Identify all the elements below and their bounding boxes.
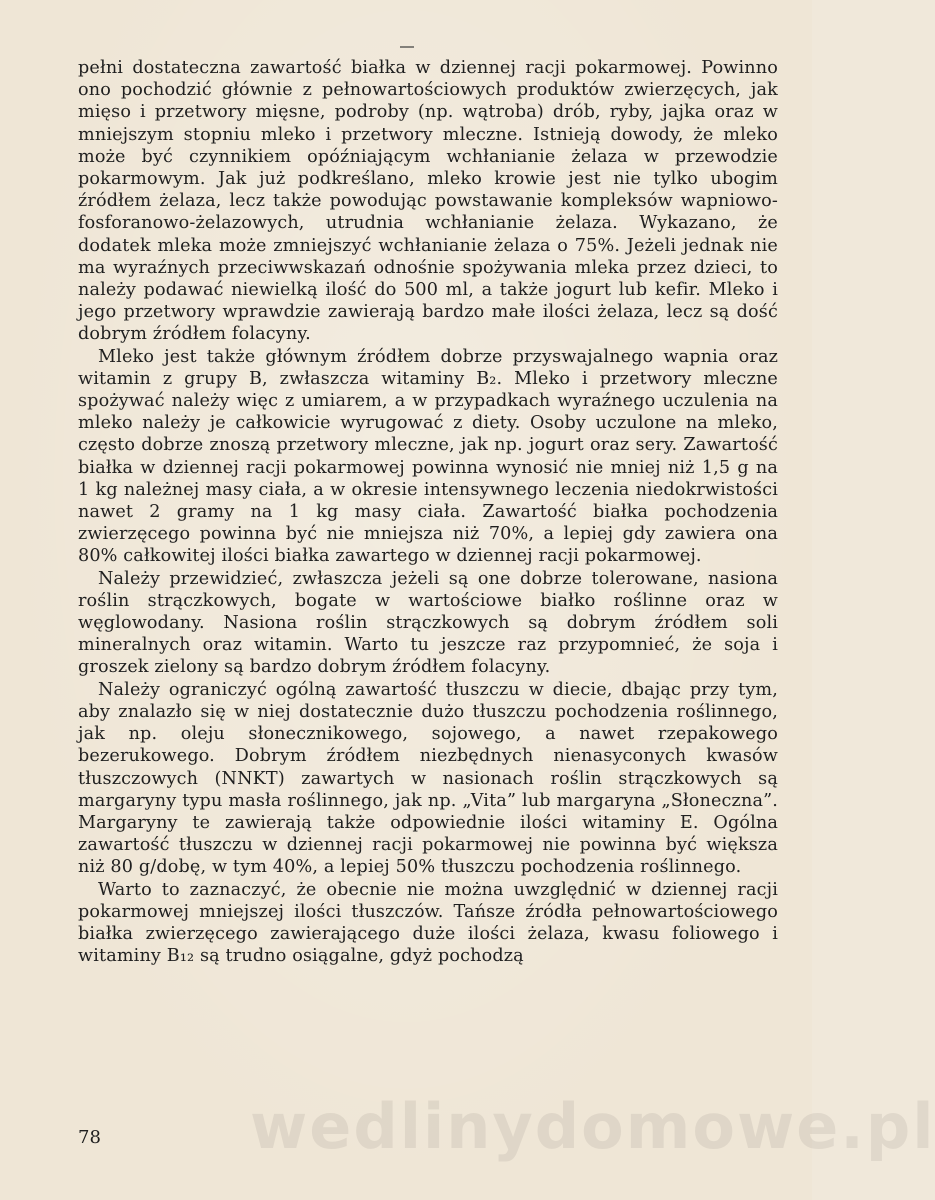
paragraph-3: Należy przewidzieć, zwłaszcza jeżeli są one dobrze tolerowane, nasiona roślin strączkowych, bogate w wartościowe białko roślinne oraz w węglowodany. Nasiona roślin strączkowych są dobrym źródłem soli mineralnych oraz witamin. Warto tu jeszcze raz przypomnieć, że soja i groszek zielony są bardzo dobrym źródłem folacyny. [78, 568, 778, 678]
paragraph-2: Mleko jest także głównym źródłem dobrze przyswajalnego wapnia oraz witamin z grupy B, zwłaszcza witaminy B₂. Mleko i przetwory mleczne spożywać należy więc z umiarem, a w przypadkach wyraźnego uczulenia na mleko należy je całkowicie wyrugować z diety. Osoby uczulone na mleko, często dobrze znoszą przetwory mleczne, jak np. jogurt oraz sery. Zawartość białka w dziennej racji pokarmowej powinna wynosić nie mniej niż 1,5 g na 1 kg należnej masy ciała, a w okresie intensywnego leczenia niedokrwistości nawet 2 gramy na 1 kg masy ciała. Zawartość białka pochodzenia zwierzęcego powinna być nie mniejsza niż 70%, a lepiej gdy zawiera ona 80% całkowitej ilości białka zawartego w dziennej racji pokarmowej. [78, 346, 778, 567]
paragraph-4: Należy ograniczyć ogólną zawartość tłuszczu w diecie, dbając przy tym, aby znalazło się w niej dostatecznie dużo tłuszczu pochodzenia roślinnego, jak np. oleju słonecznikowego, sojowego, a nawet rzepakowego bezerukowego. Dobrym źródłem niezbędnych nienasyconych kwasów tłuszczowych (NNKT) zawartych w nasionach roślin strączkowych są margaryny typu masła roślinnego, jak np. „Vita” lub margaryna „Słoneczna”. Margaryny te zawierają także odpowiednie ilości witaminy E. Ogólna zawartość tłuszczu w dziennej racji pokarmowej nie powinna być większa niż 80 g/dobę, w tym 40%, a lepiej 50% tłuszczu pochodzenia roślinnego. [78, 679, 778, 878]
paragraph-5: Warto to zaznaczyć, że obecnie nie można uwzględnić w dziennej racji pokarmowej mniejszej ilości tłuszczów. Tańsze źródła pełnowartościowego białka zwierzęcego zawierającego duże ilości żelaza, kwasu foliowego i witaminy B₁₂ są trudno osiągalne, gdyż pochodzą [78, 879, 778, 967]
text-column [78, 57, 778, 967]
paragraph-1: pełni dostateczna zawartość białka w dziennej racji pokarmowej. Powinno ono pochodzić głównie z pełnowartościowych produktów zwierzęcych, jak mięso i przetwory mięsne, podroby (np. wątroba) drób, ryby, jajka oraz w mniejszym stopniu mleko i przetwory mleczne. Istnieją dowody, że mleko może być czynnikiem opóźniającym wchłanianie żelaza w przewodzie pokarmowym. Jak już podkreślano, mleko krowie jest nie tylko ubogim źródłem żelaza, lecz także powodując powstawanie kompleksów wapniowo-fosforanowo-żelazowych, utrudnia wchłanianie żelaza. Wykazano, że dodatek mleka może zmniejszyć wchłanianie żelaza o 75%. Jeżeli jednak nie ma wyraźnych przeciwwskazań odnośnie spożywania mleka przez dzieci, to należy podawać niewielką ilość do 500 ml, a także jogurt lub kefir. Mleko i jego przetwory wprawdzie zawierają bardzo małe ilości żelaza, lecz są dość dobrym źródłem folacyny. [78, 58, 778, 345]
top-print-mark [400, 46, 414, 48]
watermark: wedlinydomowe.pl [250, 1090, 935, 1163]
page-number: 78 [78, 1127, 101, 1148]
